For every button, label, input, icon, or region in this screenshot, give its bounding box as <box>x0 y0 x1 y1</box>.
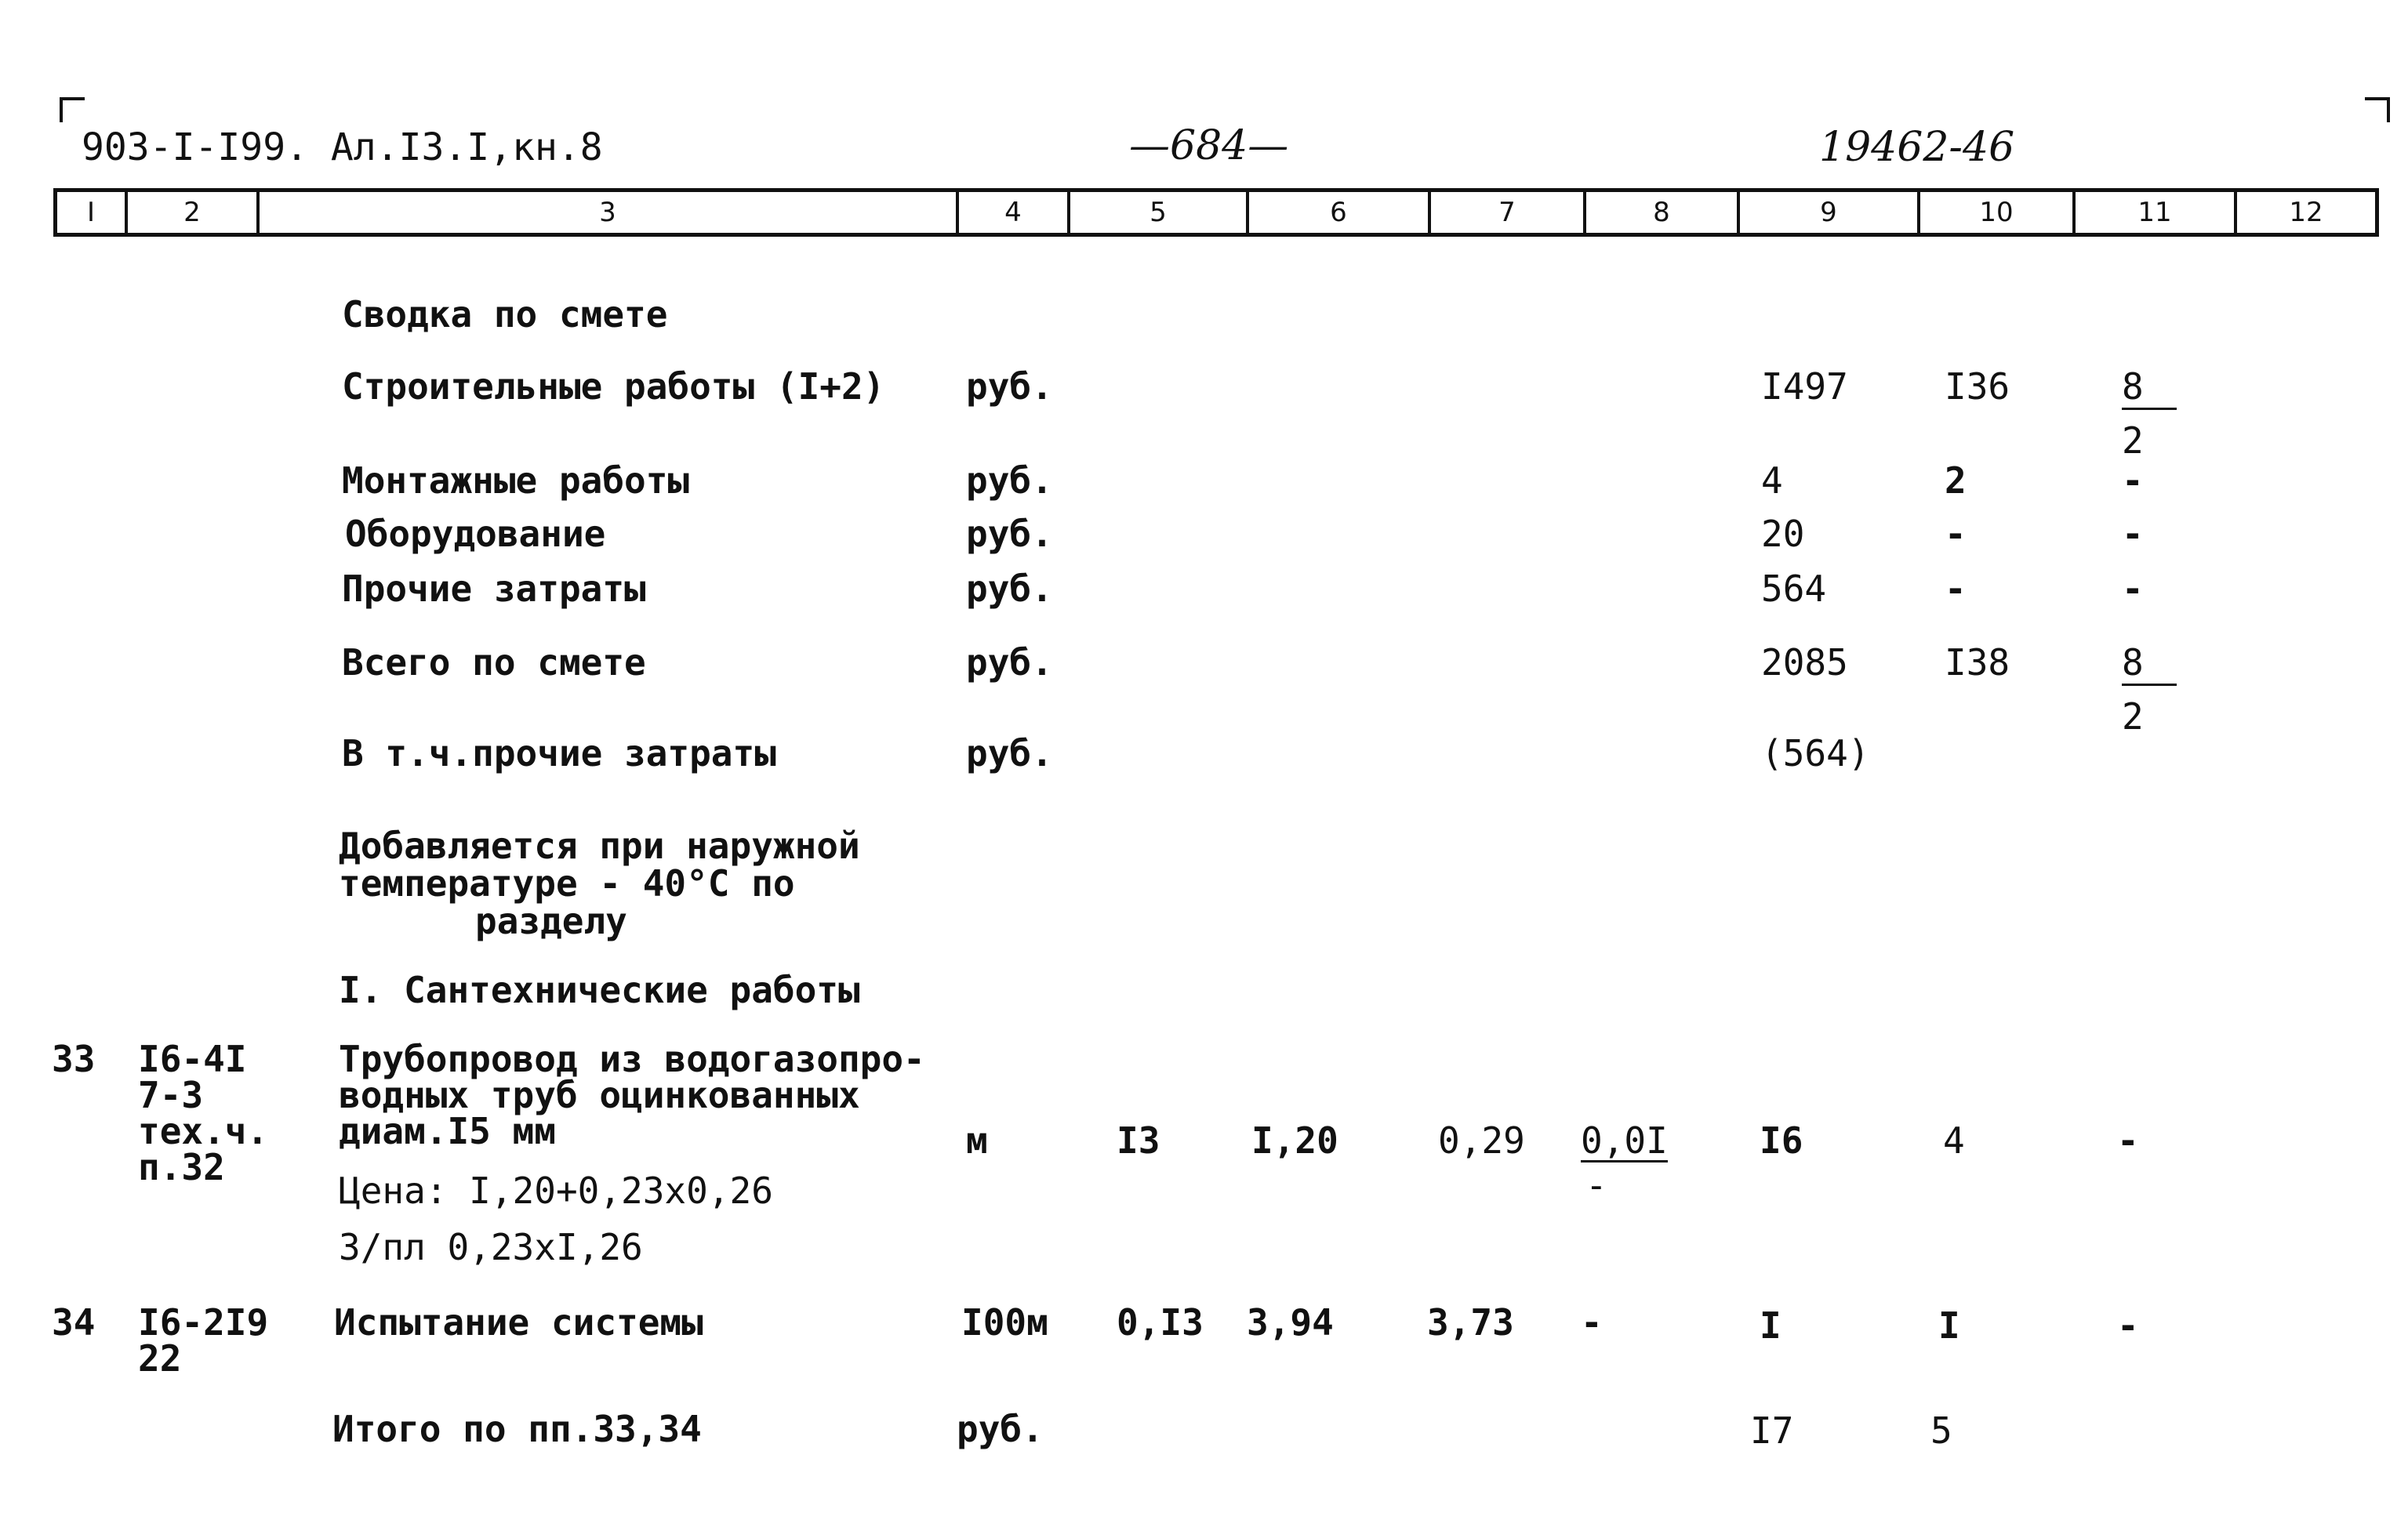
row-unit: руб. <box>966 459 1053 502</box>
item-unit: I00м <box>961 1301 1048 1344</box>
item-code <box>138 1301 269 1380</box>
column-number-4: 4 <box>956 192 1067 233</box>
item-unit: м <box>966 1119 988 1162</box>
row-unit: руб. <box>966 365 1053 408</box>
code-line: тех.ч. <box>138 1110 269 1152</box>
row-cost-wages: - <box>1945 513 1967 555</box>
section-title: I. Сантехнические работы <box>339 969 860 1011</box>
code-line: I6-2I9 <box>138 1301 269 1344</box>
item-price-line: Цена: I,20+0,23х0,26 <box>339 1170 773 1212</box>
column-number-3: 3 <box>256 192 956 233</box>
row-machine-cost: - <box>2122 568 2144 610</box>
row-machine-cost: - <box>2122 513 2144 555</box>
row-cost-total: 20 <box>1761 513 1805 555</box>
description-line: диам.I5 мм <box>339 1110 556 1152</box>
row-unit: руб. <box>966 732 1053 774</box>
row-cost-wages: - <box>1945 568 1967 610</box>
document-reference: 903-I-I99. Ал.I3.I,кн.8 <box>82 125 603 169</box>
code-line: I6-4I <box>138 1038 247 1080</box>
row-machine-cost: - <box>2122 459 2144 502</box>
row-name: Строительные работы (I+2) <box>342 365 885 408</box>
item-number: 33 <box>52 1038 96 1080</box>
row-cost-total: I497 <box>1761 365 1848 408</box>
description-line: Трубопровод из водогазопро- <box>339 1038 925 1080</box>
page-number: —684— <box>1129 122 1289 169</box>
corner-mark-right <box>2365 97 2390 122</box>
row-name: В т.ч.прочие затраты <box>342 732 776 774</box>
row-machine-fraction <box>2122 365 2177 462</box>
row-cost-wages: I38 <box>1945 641 2010 684</box>
row-name: Всего по смете <box>342 641 646 684</box>
column-number-10: 10 <box>1917 192 2072 233</box>
item-description <box>339 1038 925 1152</box>
item-unit-wages: 3,73 <box>1427 1301 1514 1344</box>
item-unit-price: I,20 <box>1251 1119 1338 1162</box>
total-name: Итого по пп.33,34 <box>332 1408 702 1450</box>
row-cost-total: 4 <box>1761 459 1783 502</box>
item-quantity: 0,I3 <box>1117 1301 1204 1344</box>
column-number-header <box>53 188 2379 237</box>
row-unit: руб. <box>966 513 1053 555</box>
column-number-11: 11 <box>2072 192 2234 233</box>
fraction-numerator: 8 <box>2122 368 2177 410</box>
note-line-1: Добавляется при наружной <box>339 825 860 867</box>
item-code <box>138 1038 269 1188</box>
item-machine-cost: - <box>1581 1301 1603 1344</box>
column-number-1: I <box>86 197 96 228</box>
row-name: Монтажные работы <box>342 459 690 502</box>
total-wages: 5 <box>1930 1409 1952 1452</box>
item-cost-wages: I <box>1938 1304 1960 1347</box>
item-machine-cost-11: - <box>2117 1304 2139 1347</box>
row-cost-total: 2085 <box>1761 641 1848 684</box>
total-unit: руб. <box>957 1408 1044 1450</box>
row-unit: руб. <box>966 568 1053 610</box>
note-line-2: температуре - 40°С по <box>339 862 795 905</box>
item-cost-wages: 4 <box>1943 1119 1965 1162</box>
item-machine-cost: - <box>2117 1119 2139 1162</box>
summary-title: Сводка по смете <box>342 293 668 336</box>
row-cost-total: (564) <box>1761 732 1870 774</box>
column-number-7: 7 <box>1428 192 1583 233</box>
fraction-denominator: - <box>1585 1164 1607 1206</box>
row-unit: руб. <box>966 641 1053 684</box>
column-number-12: 12 <box>2234 192 2375 233</box>
row-name: Прочие затраты <box>342 568 646 610</box>
item-number: 34 <box>52 1301 96 1344</box>
column-number-6: 6 <box>1246 192 1428 233</box>
row-cost-wages: I36 <box>1945 365 2010 408</box>
fraction-denominator: 2 <box>2122 695 2144 738</box>
code-line: п.32 <box>138 1146 225 1188</box>
corner-mark-left <box>60 97 85 122</box>
column-number-5: 5 <box>1067 192 1246 233</box>
fraction-numerator: 8 <box>2122 644 2177 686</box>
item-machine-fraction <box>1581 1119 1668 1206</box>
note-line-3: разделу <box>475 900 627 942</box>
description-line: водных труб оцинкованных <box>339 1074 860 1116</box>
item-unit-wages: 0,29 <box>1438 1119 1525 1162</box>
row-name: Оборудование <box>345 513 606 555</box>
code-line: 7-3 <box>138 1074 204 1116</box>
total-cost: I7 <box>1750 1409 1794 1452</box>
column-number-9: 9 <box>1737 192 1917 233</box>
row-cost-total: 564 <box>1761 568 1827 610</box>
fraction-numerator: 0,0I <box>1581 1119 1668 1162</box>
item-wage-line: З/пл 0,23хI,26 <box>339 1226 643 1268</box>
registration-number: 19462-46 <box>1819 124 2015 171</box>
row-machine-fraction <box>2122 641 2177 738</box>
column-number-8: 8 <box>1583 192 1737 233</box>
column-number-2: 2 <box>125 192 256 233</box>
item-description: Испытание системы <box>334 1301 703 1344</box>
item-cost-total: I <box>1760 1304 1781 1347</box>
item-quantity: I3 <box>1117 1119 1160 1162</box>
row-cost-wages: 2 <box>1945 459 1967 502</box>
fraction-denominator: 2 <box>2122 419 2144 462</box>
item-unit-price: 3,94 <box>1247 1301 1334 1344</box>
item-cost-total: I6 <box>1760 1119 1803 1162</box>
code-line: 22 <box>138 1337 182 1380</box>
